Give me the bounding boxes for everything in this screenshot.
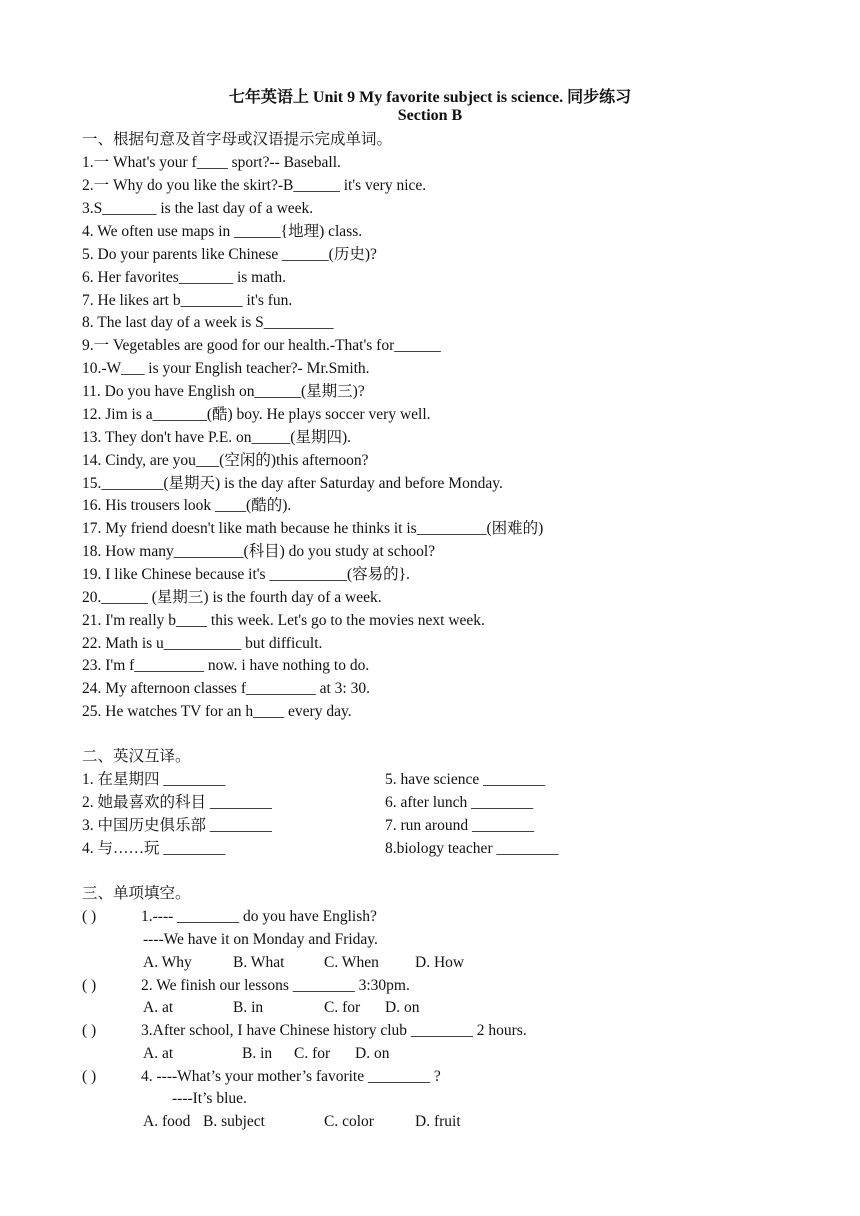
option-a: A. at: [143, 1045, 174, 1062]
section1-item: 14. Cindy, are you___(空闲的)this afternoon?: [82, 452, 369, 469]
section1-item: 7. He likes art b________ it's fun.: [82, 292, 293, 309]
option-c: C. for: [294, 1045, 331, 1062]
question-stem: 2. We finish our lessons ________ 3:30pm.: [141, 977, 410, 994]
section1-item: 6. Her favorites_______ is math.: [82, 269, 287, 286]
section1-item: 9.一 Vegetables are good for our health.-That's for______: [82, 337, 441, 354]
translation-item: 7. run around ________: [385, 817, 534, 834]
section1-item: 1.一 What's your f____ sport?-- Baseball.: [82, 154, 341, 171]
section1-item: 12. Jim is a_______(酷) boy. He plays soccer very well.: [82, 406, 431, 423]
question-response: ----It’s blue.: [172, 1090, 247, 1107]
section1-item: 3.S_______ is the last day of a week.: [82, 200, 314, 217]
option-a: A. food: [143, 1113, 191, 1130]
section1-item: 25. He watches TV for an h____ every day.: [82, 703, 352, 720]
question-stem: 3.After school, I have Chinese history club ________ 2 hours.: [141, 1022, 527, 1039]
option-d: D. on: [355, 1045, 390, 1062]
option-c: C. for: [324, 999, 361, 1016]
section1-item: 16. His trousers look ____(酷的).: [82, 497, 292, 514]
section1-item: 19. I like Chinese because it's __________(容易的}.: [82, 566, 410, 583]
option-d: D. fruit: [415, 1113, 461, 1130]
translation-item: 6. after lunch ________: [385, 794, 534, 811]
option-a: A. at: [143, 999, 174, 1016]
question-response: ----We have it on Monday and Friday.: [143, 931, 378, 948]
translation-item: 4. 与……玩 ________: [82, 840, 226, 857]
section1-item: 8. The last day of a week is S_________: [82, 314, 334, 331]
section1-item: 24. My afternoon classes f_________ at 3: 30.: [82, 680, 370, 697]
translation-item: 8.biology teacher ________: [385, 840, 559, 857]
question-stem: 4. ----What’s your mother’s favorite ________ ?: [141, 1068, 441, 1085]
section1-item: 13. They don't have P.E. on_____(星期四).: [82, 429, 351, 446]
answer-bracket: ( ): [82, 908, 97, 925]
option-d: D. How: [415, 954, 465, 971]
answer-bracket: ( ): [82, 1022, 97, 1039]
question-stem: 1.---- ________ do you have English?: [141, 908, 377, 925]
translation-item: 1. 在星期四 ________: [82, 771, 226, 788]
section1-item: 18. How many_________(科目) do you study at school?: [82, 543, 436, 560]
section1-item: 5. Do your parents like Chinese ______(历史)?: [82, 246, 377, 263]
section2-heading: 二、英汉互译。: [82, 748, 191, 765]
section1-item: 17. My friend doesn't like math because he thinks it is_________(困难的): [82, 520, 544, 537]
worksheet-title: 七年英语上 Unit 9 My favorite subject is science. 同步练习: [228, 89, 632, 106]
option-b: B. What: [233, 954, 285, 971]
option-b: B. in: [233, 999, 264, 1016]
translation-item: 3. 中国历史俱乐部 ________: [82, 817, 272, 834]
option-b: B. in: [242, 1045, 273, 1062]
option-d: D. on: [385, 999, 420, 1016]
translation-item: 5. have science ________: [385, 771, 546, 788]
option-b: B. subject: [203, 1113, 265, 1130]
section1-item: 15.________(星期天) is the day after Saturday and before Monday.: [82, 475, 503, 492]
section3-heading: 三、单项填空。: [82, 885, 191, 902]
section1-item: 10.-W___ is your English teacher?- Mr.Smith.: [82, 360, 370, 377]
section1-heading: 一、根据句意及首字母或汉语提示完成单词。: [82, 131, 393, 148]
section1-item: 4. We often use maps in ______{地理) class.: [82, 223, 363, 240]
section1-item: 22. Math is u__________ but difficult.: [82, 635, 323, 652]
answer-bracket: ( ): [82, 977, 97, 994]
translation-item: 2. 她最喜欢的科目 ________: [82, 794, 272, 811]
option-c: C. When: [324, 954, 379, 971]
option-a: A. Why: [143, 954, 192, 971]
answer-bracket: ( ): [82, 1068, 97, 1085]
worksheet-subtitle: Section B: [397, 107, 463, 124]
option-c: C. color: [324, 1113, 374, 1130]
section1-item: 23. I'm f_________ now. i have nothing to do.: [82, 657, 370, 674]
section1-item: 2.一 Why do you like the skirt?-B______ it's very nice.: [82, 177, 427, 194]
section1-item: 20.______ (星期三) is the fourth day of a week.: [82, 589, 382, 606]
section1-item: 11. Do you have English on______(星期三)?: [82, 383, 365, 400]
section1-item: 21. I'm really b____ this week. Let's go to the movies next week.: [82, 612, 485, 629]
